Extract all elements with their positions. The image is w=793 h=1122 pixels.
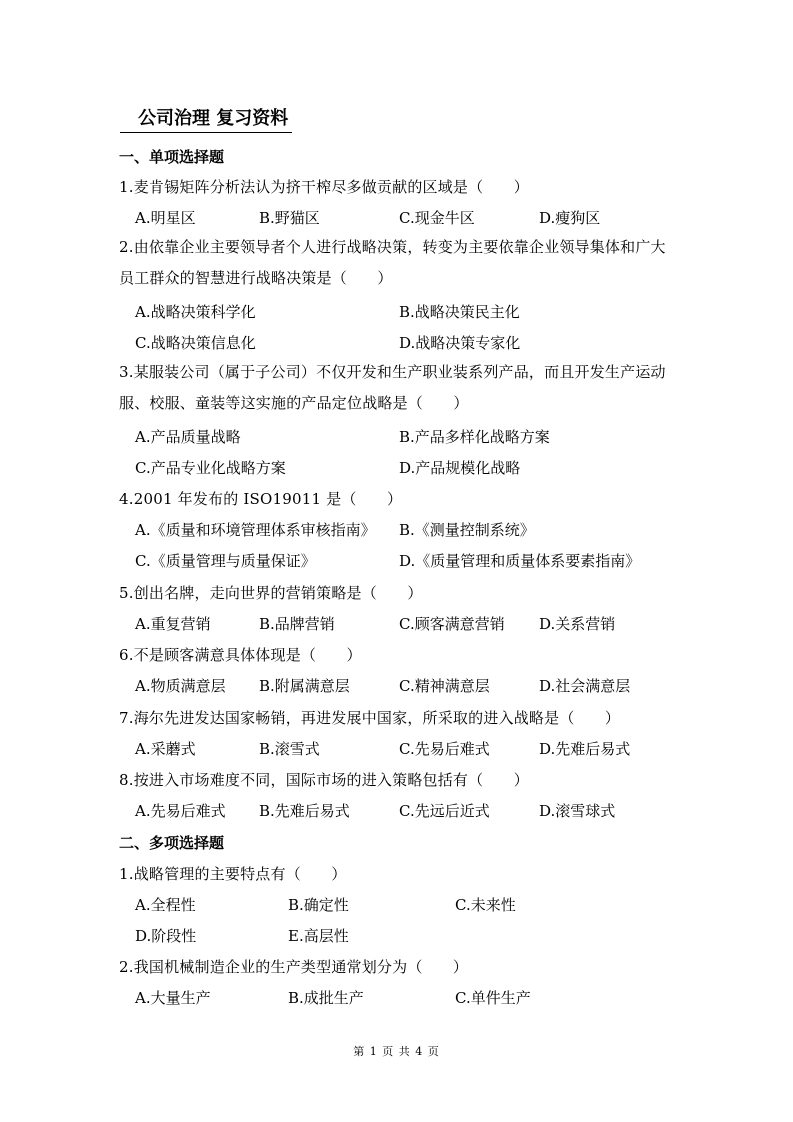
- mq1-option-e: E.高层性: [288, 927, 349, 945]
- question-8: 8.按进入市场难度不同，国际市场的进入策略包括有（ ）: [119, 771, 529, 789]
- q4-option-b: B.《测量控制系统》: [399, 521, 535, 539]
- question-1: 1.麦肯锡矩阵分析法认为挤干榨尽多做贡献的区域是（ ）: [119, 178, 529, 196]
- q8-option-c: C.先远后近式: [399, 802, 490, 820]
- mq1-option-a: A.全程性: [135, 896, 196, 914]
- mq2-option-b: B.成批生产: [288, 989, 364, 1007]
- q6-option-d: D.社会满意层: [539, 677, 631, 695]
- mq2-option-c: C.单件生产: [455, 989, 531, 1007]
- q1-option-b: B.野猫区: [259, 209, 320, 227]
- mq2-option-a: A.大量生产: [135, 989, 211, 1007]
- mq1-option-d: D.阶段性: [135, 927, 197, 945]
- q1-option-c: C.现金牛区: [399, 209, 475, 227]
- q7-option-d: D.先难后易式: [539, 740, 631, 758]
- q5-option-c: C.顾客满意营销: [399, 615, 505, 633]
- q7-option-b: B.滚雪式: [259, 740, 320, 758]
- q8-option-d: D.滚雪球式: [539, 802, 616, 820]
- q3-option-c: C.产品专业化战略方案: [135, 459, 286, 477]
- question-6: 6.不是顾客满意具体体现是（ ）: [119, 646, 362, 664]
- question-3: 3.某服装公司（属于子公司）不仅开发和生产职业装系列产品，而且开发生产运动服、校服、童装等这实施的产品定位战略是（ ）: [119, 363, 666, 412]
- q8-option-a: A.先易后难式: [135, 802, 226, 820]
- q8-option-b: B.先难后易式: [259, 802, 350, 820]
- q7-option-a: A.采蘑式: [135, 740, 196, 758]
- mq1-option-b: B.确定性: [288, 896, 349, 914]
- q1-option-a: A.明星区: [135, 209, 196, 227]
- q6-option-c: C.精神满意层: [399, 677, 490, 695]
- q4-option-c: C.《质量管理与质量保证》: [135, 552, 316, 570]
- q2-option-a: A.战略决策科学化: [135, 303, 256, 321]
- q3-option-a: A.产品质量战略: [135, 428, 241, 446]
- q2-option-b: B.战略决策民主化: [399, 303, 520, 321]
- q5-option-d: D.关系营销: [539, 615, 616, 633]
- multi-question-2: 2.我国机械制造企业的生产类型通常划分为（ ）: [119, 958, 469, 976]
- q4-option-d: D.《质量管理和质量体系要素指南》: [399, 552, 641, 570]
- q2-option-c: C.战略决策信息化: [135, 334, 256, 352]
- question-7: 7.海尔先进发达国家畅销，再进发展中国家，所采取的进入战略是（ ）: [119, 709, 621, 727]
- mq1-option-c: C.未来性: [455, 896, 516, 914]
- q1-option-d: D.瘦狗区: [539, 209, 601, 227]
- question-5: 5.创出名牌，走向世界的营销策略是（ ）: [119, 584, 423, 602]
- q3-option-b: B.产品多样化战略方案: [399, 428, 550, 446]
- page-footer: 第 1 页 共 4 页: [353, 1045, 440, 1058]
- q5-option-b: B.品牌营销: [259, 615, 335, 633]
- q5-option-a: A.重复营销: [135, 615, 211, 633]
- q2-option-d: D.战略决策专家化: [399, 334, 521, 352]
- q7-option-c: C.先易后难式: [399, 740, 490, 758]
- document-title: 公司治理 复习资料: [120, 104, 292, 133]
- q6-option-b: B.附属满意层: [259, 677, 350, 695]
- q4-option-a: A.《质量和环境管理体系审核指南》: [135, 521, 376, 539]
- q3-option-d: D.产品规模化战略: [399, 459, 521, 477]
- section-heading-single-choice: 一、单项选择题: [119, 148, 225, 166]
- multi-question-1: 1.战略管理的主要特点有（ ）: [119, 865, 347, 883]
- section-heading-multiple-choice: 二、多项选择题: [119, 834, 225, 852]
- q6-option-a: A.物质满意层: [135, 677, 226, 695]
- question-2: 2.由依靠企业主要领导者个人进行战略决策，转变为主要依靠企业领导集体和广大员工群众的智慧进行战略决策是（ ）: [119, 238, 666, 287]
- question-4: 4.2001 年发布的 ISO19011 是（ ）: [119, 490, 403, 508]
